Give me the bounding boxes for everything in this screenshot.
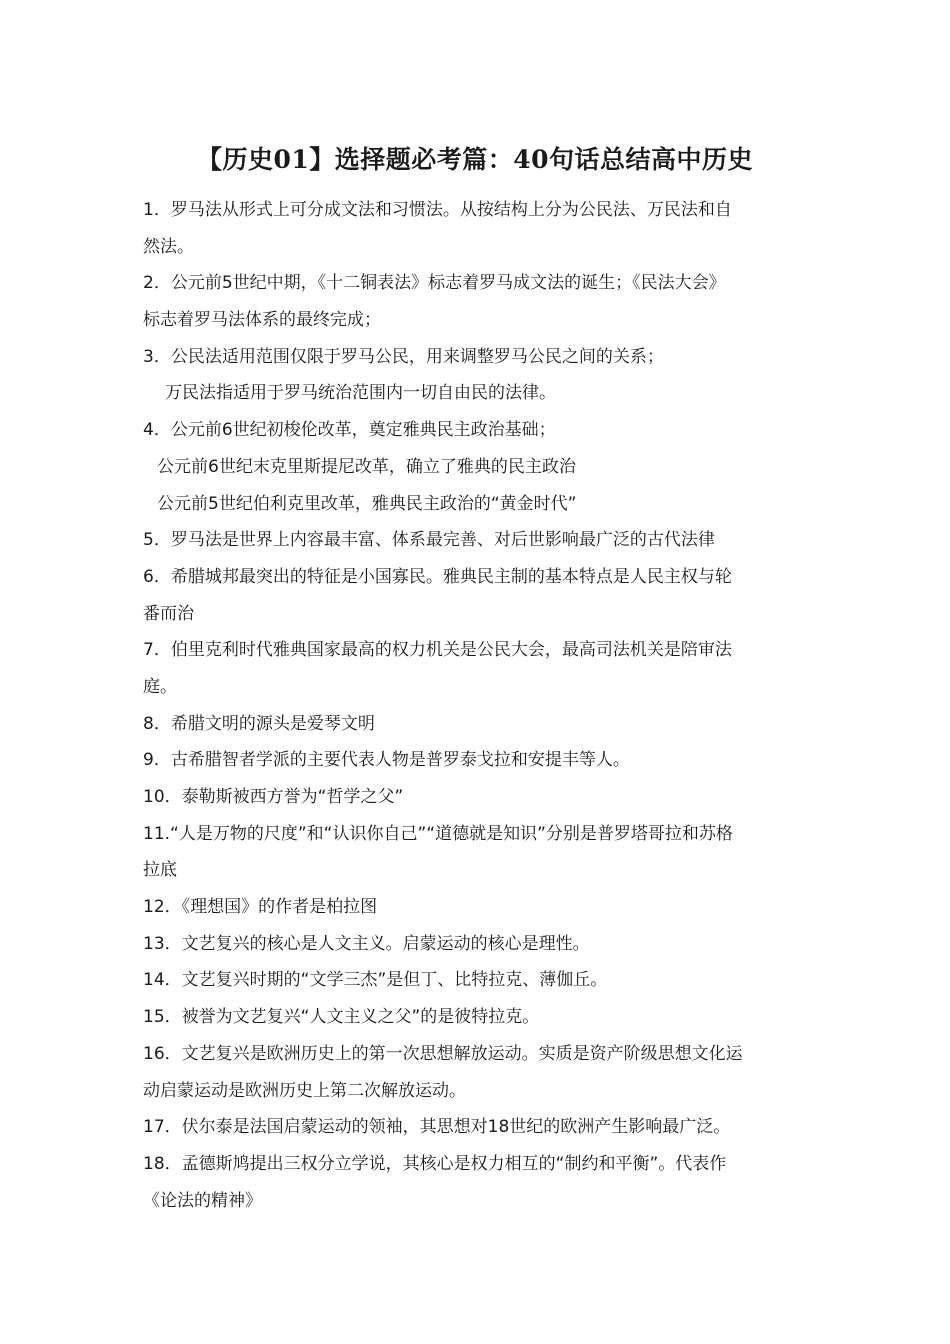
- text-line: 动启蒙运动是欧洲历史上第二次解放运动。: [143, 1080, 466, 1101]
- text-line: 公元前5世纪伯利克里改革，雅典民主政治的“黄金时代”: [157, 493, 577, 514]
- text-line: 番而治: [143, 603, 194, 624]
- text-line: 标志着罗马法体系的最终完成；: [143, 310, 381, 331]
- text-line: 11.“人是万物的尺度”和“认识你自己”“道德就是知识”分别是普罗塔哥拉和苏格: [143, 823, 733, 844]
- text-line: 14．文艺复兴时期的“文学三杰”是但丁、比特拉克、薄伽丘。: [143, 970, 608, 991]
- text-line: 公元前6世纪末克里斯提尼改革，确立了雅典的民主政治: [157, 456, 576, 477]
- text-line: 庭。: [143, 676, 177, 697]
- text-line: 5．罗马法是世界上内容最丰富、体系最完善、对后世影响最广泛的古代法律: [143, 530, 715, 551]
- text-line: 7．伯里克利时代雅典国家最高的权力机关是公民大会，最高司法机关是陪审法: [143, 640, 732, 661]
- text-line: 2．公元前5世纪中期，《十二铜表法》标志着罗马成文法的诞生；《民法大会》: [143, 273, 726, 294]
- document-title: 【历史01】选择题必考篇：40句话总结高中历史: [196, 145, 754, 174]
- text-line: 1．罗马法从形式上可分成文法和习惯法。从按结构上分为公民法、万民法和自: [143, 200, 732, 220]
- text-line: 然法。: [143, 236, 194, 257]
- text-line: 17．伏尔泰是法国启蒙运动的领袖，其思想对18世纪的欧洲产生影响最广泛。: [143, 1117, 731, 1138]
- text-line: 9．古希腊智者学派的主要代表人物是普罗泰戈拉和安提丰等人。: [143, 750, 630, 771]
- document-body: [143, 192, 809, 1219]
- text-line: 《论法的精神》: [143, 1190, 262, 1211]
- text-line: 16．文艺复兴是欧洲历史上的第一次思想解放运动。实质是资产阶级思想文化运: [143, 1043, 743, 1064]
- text-line: 13．文艺复兴的核心是人文主义。启蒙运动的核心是理性。: [143, 933, 590, 954]
- text-line: 拉底: [143, 860, 177, 881]
- text-line: 4．公元前6世纪初梭伦改革，奠定雅典民主政治基础；: [143, 420, 556, 441]
- text-line: 10．泰勒斯被西方誉为“哲学之父”: [143, 787, 404, 807]
- text-line: 8．希腊文明的源头是爱琴文明: [143, 713, 375, 734]
- text-line: 12．《理想国》的作者是柏拉图: [143, 897, 378, 918]
- text-line: 15．被誉为文艺复兴“人文主义之父”的是彼特拉克。: [143, 1007, 540, 1028]
- text-line: 6．希腊城邦最突出的特征是小国寡民。雅典民主制的基本特点是人民主权与轮: [143, 566, 732, 587]
- text-line: 3．公民法适用范围仅限于罗马公民，用来调整罗马公民之间的关系；: [143, 346, 664, 367]
- text-line: 万民法指适用于罗马统治范围内一切自由民的法律。: [165, 383, 556, 404]
- text-line: 18．孟德斯鸠提出三权分立学说，其核心是权力相互的“制约和平衡”。代表作: [143, 1153, 727, 1174]
